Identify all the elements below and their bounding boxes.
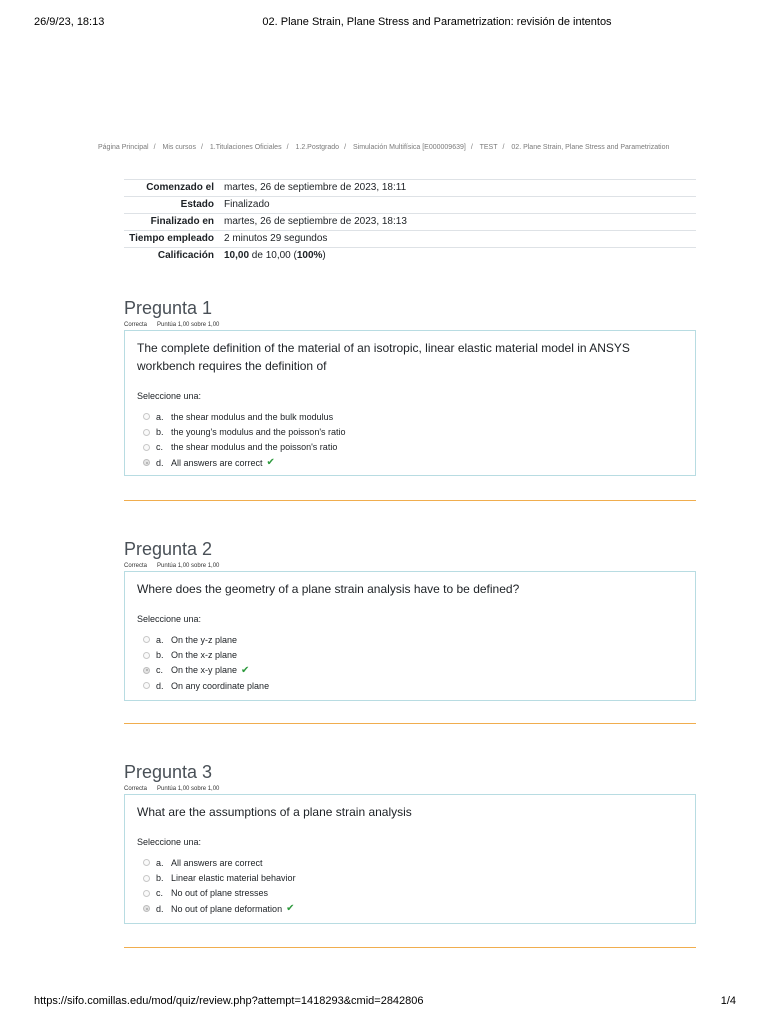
option-letter: d. bbox=[156, 903, 164, 914]
grade-percent: 100% bbox=[296, 250, 323, 261]
question-separator bbox=[124, 500, 696, 501]
option-letter: a. bbox=[156, 857, 164, 868]
check-icon: ✔ bbox=[241, 664, 250, 676]
question-separator bbox=[124, 723, 696, 724]
question-text: The complete definition of the material of an isotropic, linear elastic material model in ANSYS workbench requires the definition of bbox=[137, 341, 630, 373]
question-status: Correcta bbox=[124, 786, 148, 792]
breadcrumb-link[interactable]: 1.Titulaciones Oficiales bbox=[209, 144, 282, 151]
radio-button[interactable] bbox=[143, 875, 150, 882]
option-text: All answers are correct bbox=[171, 857, 263, 868]
check-icon: ✔ bbox=[266, 457, 275, 469]
question-separator bbox=[124, 947, 696, 948]
attempt-summary-table bbox=[124, 179, 696, 264]
breadcrumb-link[interactable]: Página Principal bbox=[98, 144, 149, 151]
summary-row bbox=[124, 197, 696, 214]
summary-value: 2 minutos 29 segundos bbox=[219, 231, 696, 248]
radio-button-checked[interactable] bbox=[143, 667, 150, 674]
question-points: Puntúa 1,00 sobre 1,00 bbox=[157, 786, 220, 792]
option-text: On the x-z plane bbox=[171, 650, 238, 661]
question-instruction: Seleccione una: bbox=[137, 614, 202, 624]
summary-value: martes, 26 de septiembre de 2023, 18:11 bbox=[219, 180, 696, 197]
option-text: On any coordinate plane bbox=[171, 680, 270, 691]
summary-label: Calificación bbox=[124, 248, 219, 265]
answer-option[interactable] bbox=[137, 409, 683, 424]
breadcrumb-link[interactable]: Simulación Multifísica [E000009639] bbox=[352, 144, 466, 151]
answer-option[interactable] bbox=[137, 632, 683, 647]
radio-button-checked[interactable] bbox=[143, 905, 150, 912]
print-footer-url: https://sifo.comillas.edu/mod/quiz/review.php?attempt=1418293&cmid=2842806 bbox=[34, 995, 424, 1007]
question-instruction: Seleccione una: bbox=[137, 391, 202, 401]
breadcrumb-link[interactable]: 1.2.Postgrado bbox=[295, 144, 340, 151]
answer-option-selected[interactable] bbox=[137, 455, 683, 470]
option-letter: b. bbox=[156, 427, 164, 438]
option-letter: d. bbox=[156, 680, 164, 691]
option-text: the shear modulus and the bulk modulus bbox=[171, 411, 334, 422]
option-text: Linear elastic material behavior bbox=[171, 873, 296, 884]
answer-option[interactable] bbox=[137, 886, 683, 901]
radio-button[interactable] bbox=[143, 636, 150, 643]
question-status: Correcta bbox=[124, 563, 148, 569]
summary-value: martes, 26 de septiembre de 2023, 18:13 bbox=[219, 214, 696, 231]
question-content-box bbox=[124, 794, 696, 924]
summary-row bbox=[124, 180, 696, 197]
summary-row bbox=[124, 231, 696, 248]
option-letter: d. bbox=[156, 457, 164, 468]
option-text: No out of plane stresses bbox=[171, 888, 269, 899]
answer-option[interactable] bbox=[137, 678, 683, 693]
radio-button[interactable] bbox=[143, 413, 150, 420]
answer-option[interactable] bbox=[137, 424, 683, 439]
summary-label: Tiempo empleado bbox=[124, 231, 219, 248]
option-text: the shear modulus and the poisson's ratio bbox=[171, 442, 338, 453]
check-icon: ✔ bbox=[286, 903, 295, 915]
option-letter: b. bbox=[156, 873, 164, 884]
option-text: All answers are correct bbox=[171, 457, 263, 468]
question-points: Puntúa 1,00 sobre 1,00 bbox=[157, 563, 220, 569]
summary-row bbox=[124, 214, 696, 231]
grade-of-text: de 10,00 ( bbox=[249, 250, 297, 261]
grade-close: ) bbox=[322, 250, 326, 261]
option-letter: c. bbox=[156, 665, 164, 676]
question-content-box bbox=[124, 330, 696, 476]
option-text: On the y-z plane bbox=[171, 634, 238, 645]
option-letter: b. bbox=[156, 650, 164, 661]
option-text: No out of plane deformation bbox=[171, 903, 283, 914]
answer-option[interactable] bbox=[137, 440, 683, 455]
question-title: Pregunta 1 bbox=[124, 298, 213, 318]
option-letter: c. bbox=[156, 888, 164, 899]
question-3 bbox=[124, 762, 696, 924]
print-header-date: 26/9/23, 18:13 bbox=[34, 16, 105, 28]
breadcrumb-link[interactable]: TEST bbox=[479, 144, 498, 151]
option-letter: c. bbox=[156, 442, 164, 453]
summary-label: Comenzado el bbox=[124, 180, 219, 197]
question-meta bbox=[124, 786, 696, 792]
radio-button[interactable] bbox=[143, 429, 150, 436]
option-text: the young's modulus and the poisson's ratio bbox=[171, 427, 346, 438]
summary-label: Estado bbox=[124, 197, 219, 214]
option-letter: a. bbox=[156, 411, 164, 422]
answer-option-selected[interactable] bbox=[137, 901, 683, 916]
print-footer-page-number: 1/4 bbox=[720, 995, 736, 1007]
radio-button[interactable] bbox=[143, 682, 150, 689]
radio-button-checked[interactable] bbox=[143, 459, 150, 466]
print-header-title: 02. Plane Strain, Plane Stress and Parametrization: revisión de intentos bbox=[262, 16, 612, 28]
option-letter: a. bbox=[156, 634, 164, 645]
question-points: Puntúa 1,00 sobre 1,00 bbox=[157, 322, 220, 328]
question-title: Pregunta 3 bbox=[124, 762, 213, 782]
question-instruction: Seleccione una: bbox=[137, 837, 202, 847]
radio-button[interactable] bbox=[143, 859, 150, 866]
breadcrumb-current[interactable]: 02. Plane Strain, Plane Stress and Parametrization bbox=[511, 144, 670, 151]
breadcrumb-link[interactable]: Mis cursos bbox=[162, 144, 196, 151]
question-1 bbox=[124, 298, 696, 476]
question-text: What are the assumptions of a plane strain analysis bbox=[137, 805, 412, 819]
question-2 bbox=[124, 539, 696, 701]
summary-label: Finalizado en bbox=[124, 214, 219, 231]
answer-option[interactable] bbox=[137, 870, 683, 885]
radio-button[interactable] bbox=[143, 652, 150, 659]
question-meta bbox=[124, 322, 696, 328]
grade-score: 10,00 bbox=[224, 250, 250, 261]
summary-row-grade bbox=[124, 248, 696, 265]
question-title: Pregunta 2 bbox=[124, 539, 213, 559]
question-status: Correcta bbox=[124, 322, 148, 328]
question-content-box bbox=[124, 571, 696, 701]
grade-value bbox=[219, 248, 696, 265]
summary-value: Finalizado bbox=[219, 197, 696, 214]
breadcrumb: Página Principal / Mis cursos / 1.Titulaciones Oficiales / 1.2.Postgrado / Simulación Multifísica [E000009639] / TEST / 02. Plane Strain, Plane Stress and Parametrization bbox=[98, 144, 670, 151]
question-meta bbox=[124, 563, 696, 569]
radio-button[interactable] bbox=[143, 444, 150, 451]
radio-button[interactable] bbox=[143, 890, 150, 897]
answer-option[interactable] bbox=[137, 647, 683, 662]
option-text: On the x-y plane bbox=[171, 665, 238, 676]
answer-option-selected[interactable] bbox=[137, 663, 683, 678]
answer-option[interactable] bbox=[137, 855, 683, 870]
question-text: Where does the geometry of a plane strain analysis have to be defined? bbox=[137, 582, 520, 596]
